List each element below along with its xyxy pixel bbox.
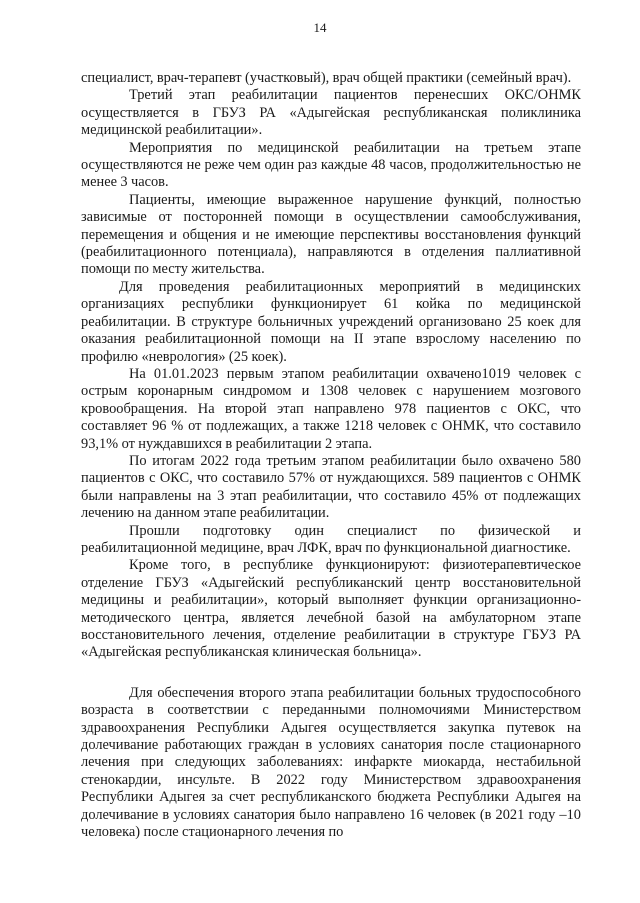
paragraph-9: Кроме того, в республике функционируют: физиотерапевтическое отделение ГБУЗ «Адыгейский республиканский центр восстановительной медицины и реабилитации», который выполняет функции организационно-методического центра, является лечебной базой на амбулаторном этапе восстановительного лечения, отделение реабилитации в структуре ГБУЗ РА «Адыгейская республиканская клиническая больница». (81, 557, 581, 661)
paragraph-7: По итогам 2022 года третьим этапом реабилитации было охвачено 580 пациентов с ОКС, что составило 57% от нуждающихся. 589 пациентов с ОНМК были направлены на 3 этап реабилитации, что составило 45% от подлежащих лечению на данном этапе реабилитации. (81, 452, 581, 522)
paragraph-1: специалист, врач-терапевт (участковый), врач общей практики (семейный врач). (81, 70, 572, 86)
document-body (81, 70, 581, 841)
page-number: 14 (313, 20, 327, 35)
paragraph-10: Для обеспечения второго этапа реабилитации больных трудоспособного возраста в соответствии с переданными полномочиями Министерством здравоохранения Республики Адыгея осуществляется закупка путевок на долечивание работающих граждан в условиях санатория после стационарного лечения при следующих заболеваниях: инфаркте миокарда, нестабильной стенокардии, инсульте. В 2022 году Министерством здравоохранения Республики Адыгея за счет республиканского бюджета Республики Адыгея на долечивание в условиях санатория было направлено 16 человек (в 2021 году –10 человека) после стационарного лечения по (81, 684, 581, 841)
paragraph-8: Прошли подготовку один специалист по физической и реабилитационной медицине, врач ЛФК, врач по функциональной диагностике. (81, 522, 581, 556)
paragraph-3: Мероприятия по медицинской реабилитации на третьем этапе осуществляются не реже чем один раз каждые 48 часов, продолжительностью не менее 3 часов. (81, 139, 581, 191)
paragraph-4: Пациенты, имеющие выраженное нарушение функций, полностью зависимые от посторонней помощи в осуществлении самообслуживания, перемещения и общения и не имеющие перспективы восстановления функций (реабилитационного потенциала), направляются в отделения паллиативной помощи по месту жительства. (81, 191, 581, 278)
paragraph-6: На 01.01.2023 первым этапом реабилитации охвачено1019 человек с острым коронарным синдромом и 1308 человек с нарушением мозгового кровообращения. На второй этап направлено 978 пациентов с ОКС, что составляет 96 % от подлежащих, а также 1218 человек с ОНМК, что составило 93,1% от нуждавшихся в реабилитации 2 этапа. (81, 365, 581, 452)
paragraph-5: Для проведения реабилитационных мероприятий в медицинских организациях республики функционирует 61 койка по медицинской реабилитации. В структуре больничных учреждений организовано 25 коек для оказания реабилитационной помощи на II этапе взрослому населению по профилю «неврология» (25 коек). (81, 278, 581, 365)
paragraph-2: Третий этап реабилитации пациентов перенесших ОКС/ОНМК осуществляется в ГБУЗ РА «Адыгейская республиканская поликлиника медицинской реабилитации». (81, 87, 581, 139)
